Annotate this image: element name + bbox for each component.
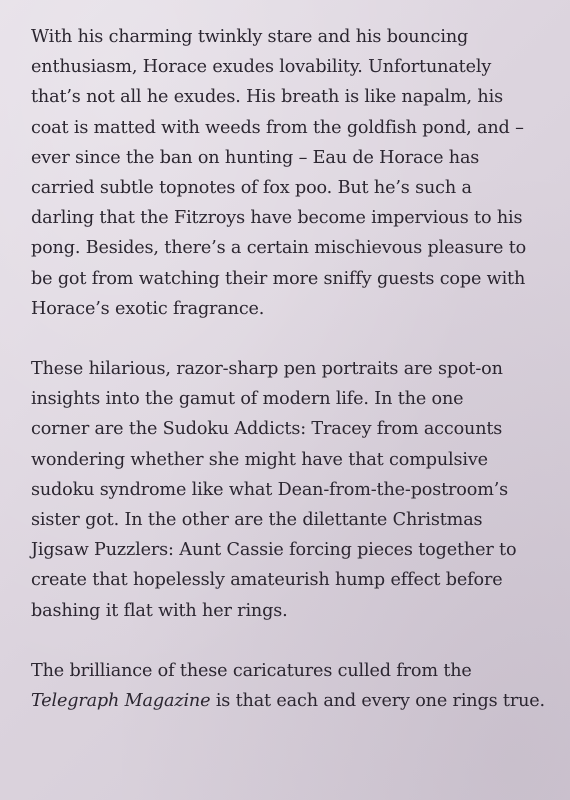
text-line: enthusiasm, Horace exudes lovability. Unfortunately	[31, 57, 492, 78]
text-line: carried subtle topnotes of fox poo. But he’s such a	[31, 178, 472, 199]
magazine-title: Telegraph Magazine	[31, 691, 211, 712]
text-line: sister got. In the other are the dilettante Christmas	[31, 510, 483, 531]
text-line: Horace’s exotic fragrance.	[31, 298, 265, 319]
text-line	[31, 686, 561, 716]
text-line: Jigsaw Puzzlers: Aunt Cassie forcing pieces together to	[31, 540, 517, 561]
text-line: darling that the Fitzroys have become impervious to his	[31, 208, 523, 229]
paragraph-horace	[31, 22, 561, 324]
text-line: sudoku syndrome like what Dean-from-the-postroom’s	[31, 479, 509, 500]
text-line: The brilliance of these caricatures culled from the	[31, 660, 472, 681]
paragraph-pen-portraits	[31, 354, 561, 626]
text-line: that’s not all he exudes. His breath is like napalm, his	[31, 87, 503, 108]
text-line: coat is matted with weeds from the goldfish pond, and –	[31, 117, 524, 138]
paragraph-brilliance	[31, 656, 561, 716]
text-line: ever since the ban on hunting – Eau de Horace has	[31, 147, 480, 168]
text-line: insights into the gamut of modern life. In the one	[31, 389, 464, 410]
text-line: With his charming twinkly stare and his bouncing	[31, 27, 469, 47]
text-line: wondering whether she might have that compulsive	[31, 449, 488, 470]
text-line: pong. Besides, there’s a certain mischievous pleasure to	[31, 238, 527, 259]
text-line: create that hopelessly amateurish hump effect before	[31, 570, 503, 591]
text-line: bashing it flat with her rings.	[31, 600, 288, 621]
text-line: corner are the Sudoku Addicts: Tracey from accounts	[31, 419, 503, 440]
text-fragment: is that each and every one rings true.	[210, 691, 545, 712]
text-line: These hilarious, razor-sharp pen portraits are spot-on	[31, 359, 503, 380]
text-line: be got from watching their more sniffy guests cope with	[31, 268, 526, 289]
